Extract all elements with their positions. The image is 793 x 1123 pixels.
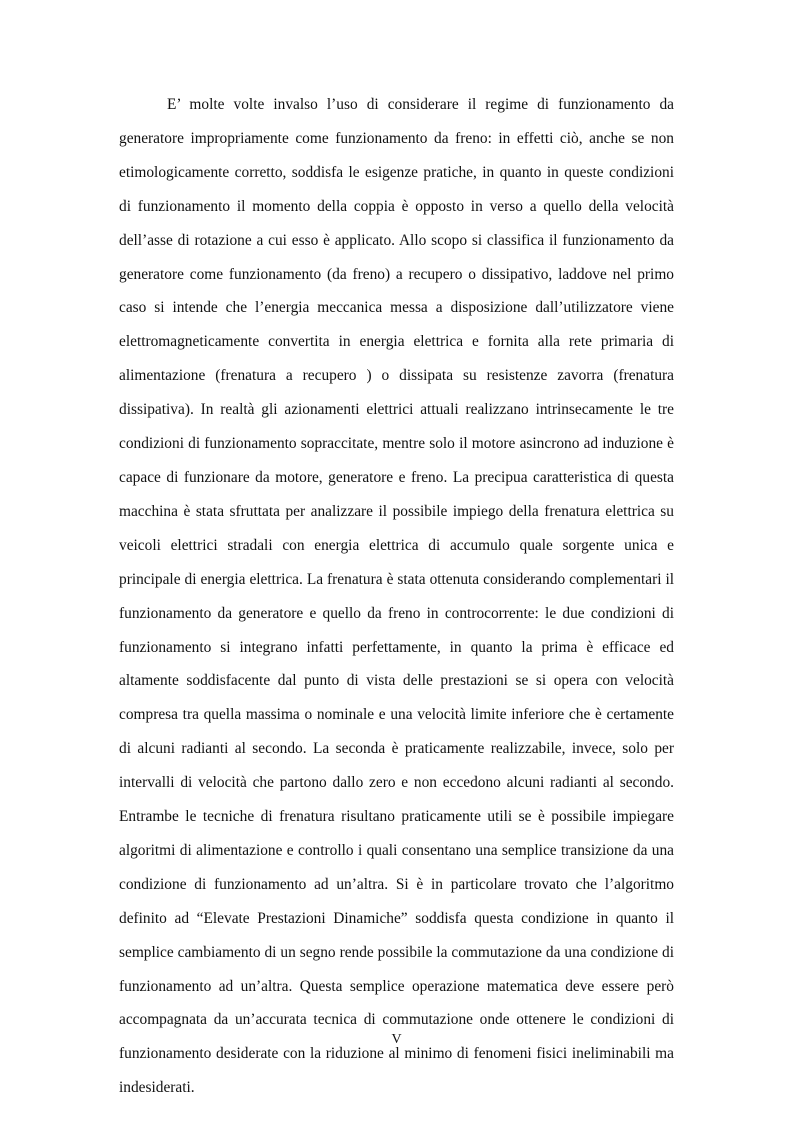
page-number: V [391, 1032, 402, 1047]
body-paragraph: E’ molte volte invalso l’uso di considerare il regime di funzionamento da generatore impropriamente come funzionamento da freno: in effetti ciò, anche se non etimologicamente corretto, soddisfa le esigenze pratiche, in quanto in queste condizioni di funzionamento il momento della coppia è opposto in verso a quello della velocità dell’asse di rotazione a cui esso è applicato. Allo scopo si classifica il funzionamento da generatore come funzionamento (da freno) a recupero o dissipativo, laddove nel primo caso si intende che l’energia meccanica messa a disposizione dall’utilizzatore viene elettromagneticamente convertita in energia elettrica e fornita alla rete primaria di alimentazione (frenatura a recupero ) o dissipata su resistenze zavorra (frenatura dissipativa). In realtà gli azionamenti elettrici attuali realizzano intrinsecamente le tre condizioni di funzionamento sopraccitate, mentre solo il motore asincrono ad induzione è capace di funzionare da motore, generatore e freno. La precipua caratteristica di questa macchina è stata sfruttata per analizzare il possibile impiego della frenatura elettrica su veicoli elettrici stradali con energia elettrica di accumulo quale sorgente unica e principale di energia elettrica. La frenatura è stata ottenuta considerando complementari il funzionamento da generatore e quello da freno in controcorrente: le due condizioni di funzionamento si integrano infatti perfettamente, in quanto la prima è efficace ed altamente soddisfacente dal punto di vista delle prestazioni se si opera con velocità compresa tra quella massima o nominale e una velocità limite inferiore che è certamente di alcuni radianti al secondo. La seconda è praticamente realizzabile, invece, solo per intervalli di velocità che partono dallo zero e non eccedono alcuni radianti al secondo. Entrambe le tecniche di frenatura risultano praticamente utili se è possibile impiegare algoritmi di alimentazione e controllo i quali consentano una semplice transizione da una condizione di funzionamento ad un’altra. Si è in particolare trovato che l’algoritmo definito ad “Elevate Prestazioni Dinamiche” soddisfa questa condizione in quanto il semplice cambiamento di un segno rende possibile la commutazione da una condizione di funzionamento ad un’altra. Questa semplice operazione matematica deve essere però accompagnata da un’accurata tecnica di commutazione onde ottenere le condizioni di funzionamento desiderate con la riduzione al minimo di fenomeni fisici ineliminabili ma indesiderati. [119, 96, 674, 1097]
